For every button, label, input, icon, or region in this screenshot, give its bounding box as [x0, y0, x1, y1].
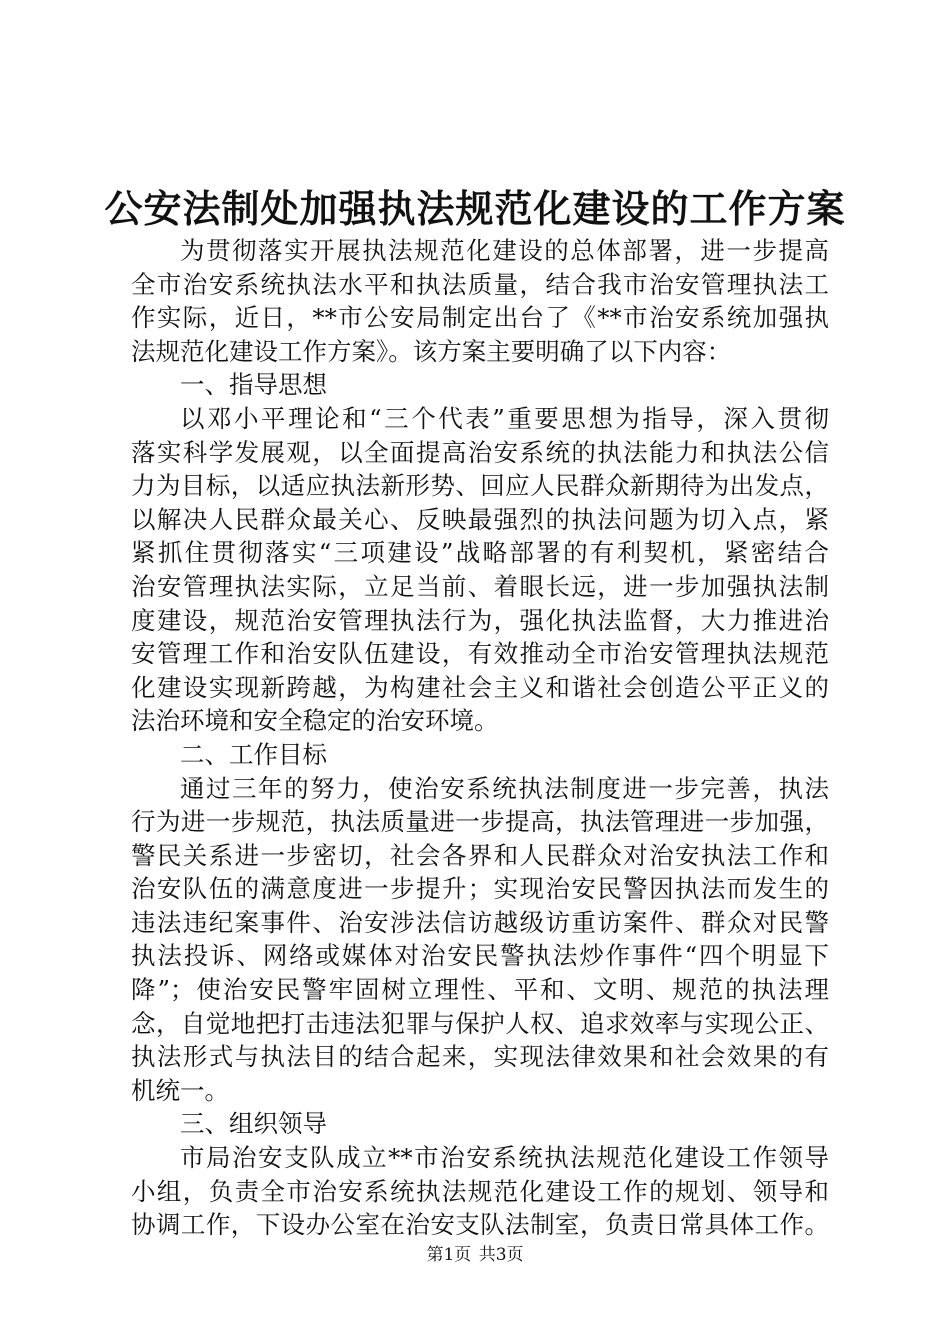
- paragraph-line: 度建设，规范治安管理执法行为，强化执法监督，大力推进治: [131, 605, 829, 635]
- intro-paragraph: [131, 234, 829, 368]
- paragraph-line: 违法违纪案事件、治安涉法信访越级访重访案件、群众对民警: [131, 907, 829, 937]
- paragraph-line: 机统一。: [131, 1075, 229, 1105]
- paragraph-line: 落实科学发展观，以全面提高治安系统的执法能力和执法公信: [131, 437, 829, 467]
- paragraph-line: 安管理工作和治安队伍建设，有效推动全市治安管理执法规范: [131, 639, 829, 669]
- paragraph-line: 紧抓住贯彻落实“三项建设”战略部署的有利契机，紧密结合: [131, 538, 829, 568]
- paragraph-line: 行为进一步规范，执法质量进一步提高，执法管理进一步加强，: [131, 807, 829, 837]
- page-number: 第1页: [426, 1245, 472, 1265]
- paragraph-line: 为贯彻落实开展执法规范化建设的总体部署，进一步提高: [180, 236, 829, 265]
- paragraph-line: 以解决人民群众最关心、反映最强烈的执法问题为切入点，紧: [131, 504, 829, 534]
- paragraph-line: 作实际，近日，**市公安局制定出台了《**市治安系统加强执: [131, 303, 829, 333]
- paragraph-line: 小组，负责全市治安系统执法规范化建设工作的规划、领导和: [131, 1176, 829, 1206]
- document-title: 公安法制处加强执法规范化建设的工作方案: [104, 186, 846, 231]
- paragraph-line: 执法投诉、网络或媒体对治安民警执法炒作事件“四个明显下: [131, 941, 829, 971]
- paragraph-line: 通过三年的努力，使治安系统执法制度进一步完善，执法: [180, 773, 829, 803]
- section-guiding-ideology-paragraph: [131, 402, 829, 738]
- document-body: [131, 234, 829, 1242]
- paragraph-line: 协调工作，下设办公室在治安支队法制室，负责日常具体工作。: [131, 1210, 829, 1240]
- section-work-goals-paragraph: [131, 772, 829, 1108]
- paragraph-line: 化建设实现新跨越，为构建社会主义和谐社会创造公平正义的: [131, 672, 829, 702]
- page-footer: [0, 1244, 950, 1266]
- paragraph-line: 市局治安支队成立**市治安系统执法规范化建设工作领导: [180, 1143, 829, 1173]
- paragraph-line: 全市治安系统执法水平和执法质量，结合我市治安管理执法工: [131, 269, 829, 299]
- section-heading-work-goals: 二、工作目标: [180, 739, 327, 769]
- section-organization-paragraph: [131, 1141, 829, 1242]
- paragraph-line: 念，自觉地把打击违法犯罪与保护人权、追求效率与实现公正、: [131, 1008, 829, 1038]
- paragraph-line: 执法形式与执法目的结合起来，实现法律效果和社会效果的有: [131, 1042, 829, 1072]
- paragraph-line: 法规范化建设工作方案》。该方案主要明确了以下内容：: [131, 336, 732, 366]
- section-heading-organization: 三、组织领导: [180, 1109, 327, 1139]
- section-heading-guiding-ideology: 一、指导思想: [180, 370, 327, 400]
- paragraph-line: 警民关系进一步密切，社会各界和人民群众对治安执法工作和: [131, 840, 829, 870]
- paragraph-line: 法治环境和安全稳定的治安环境。: [131, 706, 499, 736]
- paragraph-line: 降”；使治安民警牢固树立理性、平和、文明、规范的执法理: [131, 975, 829, 1005]
- paragraph-line: 治安管理执法实际，立足当前、着眼长远，进一步加强执法制: [131, 571, 829, 601]
- paragraph-line: 力为目标，以适应执法新形势、回应人民群众新期待为出发点，: [131, 471, 829, 501]
- page-total: 共3页: [478, 1245, 524, 1265]
- paragraph-line: 治安队伍的满意度进一步提升；实现治安民警因执法而发生的: [131, 874, 829, 904]
- paragraph-line: 以邓小平理论和“三个代表”重要思想为指导，深入贯彻: [180, 403, 829, 433]
